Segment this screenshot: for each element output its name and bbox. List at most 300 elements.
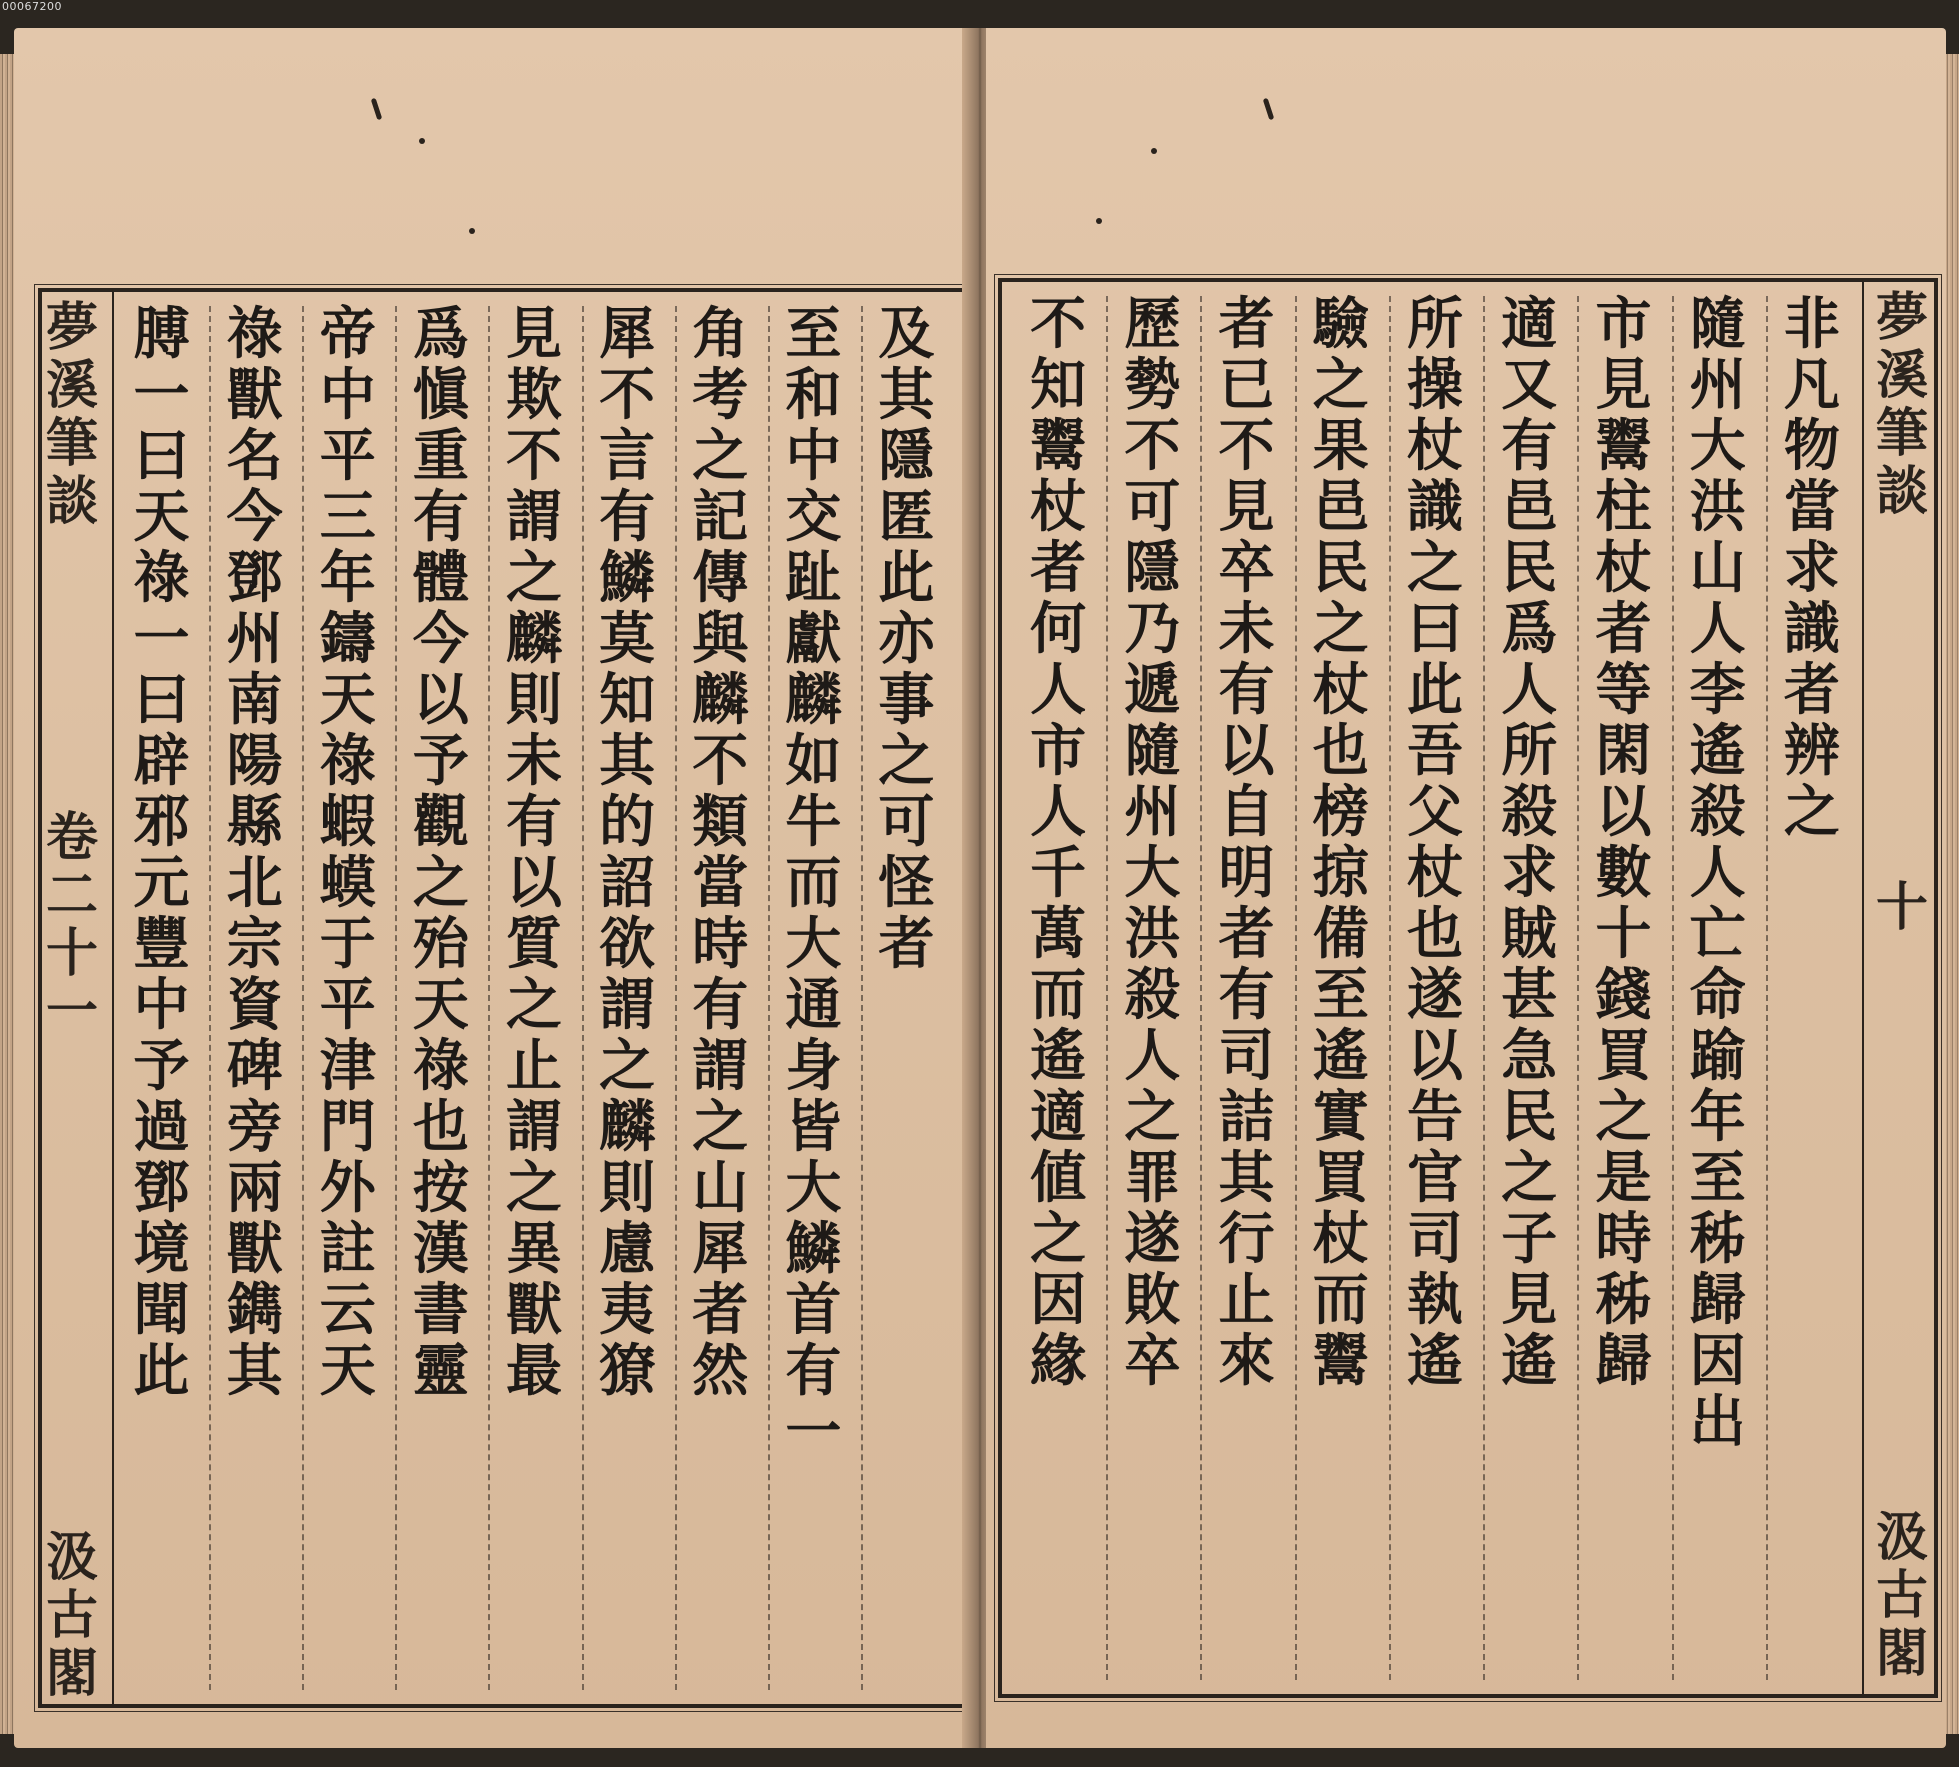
column-character: 今	[412, 606, 471, 672]
column-character: 求	[1783, 535, 1842, 601]
margin-character: 談	[1875, 461, 1928, 522]
column-rule	[861, 306, 863, 1690]
column-character: 殺	[1689, 779, 1748, 845]
column-character: 考	[692, 362, 751, 428]
column-character: 閑	[1595, 718, 1654, 784]
column-character: 麟	[599, 1094, 658, 1160]
column-character: 州	[1124, 779, 1183, 845]
column-character: 不	[1030, 291, 1089, 357]
text-column	[1106, 291, 1200, 1680]
column-character: 人	[1030, 779, 1089, 845]
column-character: 和	[785, 362, 844, 428]
margin-character: 溪	[1875, 345, 1928, 406]
column-character: 平	[319, 423, 378, 489]
column-character: 欺	[505, 362, 564, 428]
left-text-frame	[38, 288, 968, 1708]
column-character: 子	[1501, 1206, 1560, 1272]
column-character: 之	[1783, 779, 1842, 845]
column-character: 牛	[785, 789, 844, 855]
column-character: 萬	[1030, 901, 1089, 967]
column-character: 匿	[878, 484, 937, 550]
column-character: 識	[1783, 596, 1842, 662]
column-character: 天	[319, 1338, 378, 1404]
column-character: 怪	[878, 850, 937, 916]
column-character: 鬻	[1595, 413, 1654, 479]
column-character: 市	[1595, 291, 1654, 357]
column-character: 有	[599, 484, 658, 550]
text-column	[1672, 291, 1766, 1680]
column-character: 其	[226, 1338, 285, 1404]
column-character: 緣	[1030, 1328, 1089, 1394]
column-character: 帝	[319, 301, 378, 367]
column-character: 之	[878, 728, 937, 794]
text-column	[302, 301, 395, 1690]
column-character: 止	[1218, 1267, 1277, 1333]
column-character: 而	[785, 850, 844, 916]
text-column	[768, 301, 861, 1690]
column-character: 者	[1030, 535, 1089, 601]
column-character: 遙	[1406, 1328, 1465, 1394]
column-character: 及	[878, 301, 937, 367]
column-character: 鬻	[1312, 1328, 1371, 1394]
column-character: 之	[1312, 596, 1371, 662]
column-character: 中	[319, 362, 378, 428]
column-character: 書	[412, 1277, 471, 1343]
column-character: 鐫	[226, 1277, 285, 1343]
column-rule	[1672, 296, 1674, 1680]
column-character: 自	[1218, 779, 1277, 845]
open-book	[0, 14, 1959, 1767]
column-character: 見	[1218, 474, 1277, 540]
column-character: 大	[1124, 840, 1183, 906]
column-character: 柱	[1595, 474, 1654, 540]
column-character: 今	[226, 484, 285, 550]
column-character: 其	[599, 728, 658, 794]
column-character: 外	[319, 1155, 378, 1221]
column-character: 傳	[692, 545, 751, 611]
column-character: 犀	[692, 1216, 751, 1282]
column-character: 父	[1406, 779, 1465, 845]
text-column	[1766, 291, 1860, 1680]
column-character: 民	[1312, 535, 1371, 601]
column-character: 聞	[133, 1277, 192, 1343]
text-column	[395, 301, 488, 1690]
column-character: 三	[319, 484, 378, 550]
column-character: 祿	[412, 1033, 471, 1099]
column-character: 一	[133, 606, 192, 672]
column-character: 歷	[1124, 291, 1183, 357]
column-character: 知	[599, 667, 658, 733]
column-character: 歸	[1595, 1328, 1654, 1394]
column-character: 獠	[599, 1338, 658, 1404]
column-character: 遙	[1501, 1328, 1560, 1394]
column-character: 買	[1312, 1145, 1371, 1211]
column-character: 實	[1312, 1084, 1371, 1150]
column-character: 予	[133, 1033, 192, 1099]
column-character: 隱	[1124, 535, 1183, 601]
column-character: 旁	[226, 1094, 285, 1160]
column-character: 備	[1312, 901, 1371, 967]
column-character: 中	[785, 423, 844, 489]
column-character: 命	[1689, 962, 1748, 1028]
column-character: 遂	[1124, 1206, 1183, 1272]
column-rule	[1766, 296, 1768, 1680]
column-character: 杖	[1312, 657, 1371, 723]
column-character: 鱗	[599, 545, 658, 611]
column-character: 亦	[878, 606, 937, 672]
column-character: 所	[1501, 718, 1560, 784]
column-character: 邑	[1501, 474, 1560, 540]
column-character: 有	[412, 484, 471, 550]
column-character: 獻	[785, 606, 844, 672]
column-rule	[1389, 296, 1391, 1680]
column-character: 行	[1218, 1206, 1277, 1272]
column-character: 見	[1595, 352, 1654, 418]
column-character: 獸	[226, 362, 285, 428]
margin-character: 十	[46, 923, 99, 984]
column-character: 殆	[412, 911, 471, 977]
column-character: 然	[692, 1338, 751, 1404]
column-character: 是	[1595, 1145, 1654, 1211]
margin-character: 夢	[1875, 287, 1928, 348]
column-character: 鬻	[1030, 413, 1089, 479]
column-character: 獸	[505, 1277, 564, 1343]
text-column	[116, 301, 209, 1690]
column-character: 止	[505, 1033, 564, 1099]
margin-character: 二	[46, 865, 99, 926]
column-character: 南	[226, 667, 285, 733]
column-character: 麟	[692, 667, 751, 733]
column-character: 則	[505, 667, 564, 733]
column-character: 重	[412, 423, 471, 489]
column-character: 者	[692, 1277, 751, 1343]
column-character: 平	[319, 972, 378, 1038]
column-character: 洪	[1124, 901, 1183, 967]
column-character: 見	[1501, 1267, 1560, 1333]
column-character: 杖	[1030, 474, 1089, 540]
left-margin-publisher	[46, 1527, 99, 1706]
column-character: 何	[1030, 596, 1089, 662]
column-character: 之	[1312, 352, 1371, 418]
column-character: 鄧	[133, 1155, 192, 1221]
column-character: 非	[1783, 291, 1842, 357]
text-column	[675, 301, 768, 1690]
column-character: 膊	[133, 301, 192, 367]
margin-character: 閣	[46, 1643, 99, 1704]
column-rule	[582, 306, 584, 1690]
column-character: 通	[785, 972, 844, 1038]
column-character: 者	[1218, 901, 1277, 967]
column-character: 此	[878, 545, 937, 611]
column-character: 大	[785, 1155, 844, 1221]
column-character: 異	[505, 1216, 564, 1282]
column-character: 所	[1406, 291, 1465, 357]
column-character: 州	[226, 606, 285, 672]
column-rule	[1483, 296, 1485, 1680]
column-character: 也	[412, 1094, 471, 1160]
column-character: 時	[1595, 1206, 1654, 1272]
column-character: 夷	[599, 1277, 658, 1343]
column-character: 以	[1218, 718, 1277, 784]
column-character: 也	[1312, 718, 1371, 784]
text-column	[1577, 291, 1671, 1680]
column-character: 云	[319, 1277, 378, 1343]
column-character: 遞	[1124, 657, 1183, 723]
right-margin-publisher	[1875, 1507, 1928, 1686]
column-character: 過	[133, 1094, 192, 1160]
column-character: 操	[1406, 352, 1465, 418]
column-character: 卒	[1124, 1328, 1183, 1394]
column-character: 隱	[878, 423, 937, 489]
column-character: 津	[319, 1033, 378, 1099]
column-character: 觀	[412, 789, 471, 855]
column-character: 麟	[505, 606, 564, 672]
column-character: 者	[1218, 291, 1277, 357]
column-character: 可	[878, 789, 937, 855]
column-character: 甚	[1501, 962, 1560, 1028]
column-character: 驗	[1312, 291, 1371, 357]
column-character: 以	[1406, 1023, 1465, 1089]
column-character: 詔	[599, 850, 658, 916]
column-character: 曰	[133, 423, 192, 489]
column-character: 一	[133, 362, 192, 428]
column-character: 當	[1783, 474, 1842, 540]
text-column	[861, 301, 954, 1690]
column-character: 杖	[1406, 840, 1465, 906]
margin-character: 溪	[46, 355, 99, 416]
column-character: 秭	[1689, 1206, 1748, 1272]
column-character: 掠	[1312, 840, 1371, 906]
column-rule	[209, 306, 211, 1690]
column-character: 遂	[1406, 962, 1465, 1028]
column-character: 身	[785, 1033, 844, 1099]
column-character: 邪	[133, 789, 192, 855]
left-fold-line	[112, 292, 114, 1704]
column-character: 之	[1501, 1145, 1560, 1211]
column-character: 官	[1406, 1145, 1465, 1211]
column-character: 其	[878, 362, 937, 428]
column-character: 人	[1689, 840, 1748, 906]
margin-character: 十	[1875, 877, 1928, 938]
column-character: 者	[1595, 596, 1654, 662]
column-character: 此	[1406, 657, 1465, 723]
column-rule	[1577, 296, 1579, 1680]
column-character: 民	[1501, 535, 1560, 601]
column-character: 又	[1501, 352, 1560, 418]
margin-character: 古	[1875, 1565, 1928, 1626]
column-character: 之	[1124, 1084, 1183, 1150]
column-character: 以	[505, 850, 564, 916]
column-character: 以	[412, 667, 471, 733]
column-character: 辟	[133, 728, 192, 794]
column-character: 之	[599, 1033, 658, 1099]
column-character: 適	[1030, 1084, 1089, 1150]
left-text-columns	[116, 301, 954, 1690]
column-character: 榜	[1312, 779, 1371, 845]
column-character: 趾	[785, 545, 844, 611]
column-character: 予	[412, 728, 471, 794]
right-page	[986, 28, 1946, 1748]
column-character: 碑	[226, 1033, 285, 1099]
column-character: 莫	[599, 606, 658, 672]
column-character: 年	[319, 545, 378, 611]
column-character: 至	[1689, 1145, 1748, 1211]
column-character: 有	[785, 1338, 844, 1404]
column-character: 角	[692, 301, 751, 367]
column-rule	[675, 306, 677, 1690]
margin-character: 夢	[46, 297, 99, 358]
column-character: 中	[133, 972, 192, 1038]
column-character: 謂	[692, 1033, 751, 1099]
left-margin-title	[46, 297, 99, 534]
column-character: 的	[599, 789, 658, 855]
column-character: 愼	[412, 362, 471, 428]
column-character: 識	[1406, 474, 1465, 540]
column-character: 適	[1501, 291, 1560, 357]
column-character: 欲	[599, 911, 658, 977]
column-character: 宗	[226, 911, 285, 977]
column-character: 首	[785, 1277, 844, 1343]
wormhole-mark	[1263, 98, 1275, 120]
column-character: 等	[1595, 657, 1654, 723]
column-character: 有	[1501, 413, 1560, 479]
column-character: 一	[785, 1399, 844, 1465]
column-character: 曰	[1406, 596, 1465, 662]
column-character: 于	[319, 911, 378, 977]
column-character: 告	[1406, 1084, 1465, 1150]
column-character: 詰	[1218, 1084, 1277, 1150]
text-column	[488, 301, 581, 1690]
column-character: 如	[785, 728, 844, 794]
column-character: 門	[319, 1094, 378, 1160]
column-character: 來	[1218, 1328, 1277, 1394]
ink-dot	[1151, 148, 1157, 154]
column-character: 祿	[319, 728, 378, 794]
text-column	[1200, 291, 1294, 1680]
column-character: 元	[133, 850, 192, 916]
column-character: 遙	[1030, 1023, 1089, 1089]
column-character: 已	[1218, 352, 1277, 418]
column-character: 凡	[1783, 352, 1842, 418]
column-character: 蝦	[319, 789, 378, 855]
column-character: 杖	[1406, 413, 1465, 479]
column-character: 名	[226, 423, 285, 489]
text-column	[582, 301, 675, 1690]
column-character: 慮	[599, 1216, 658, 1282]
column-character: 大	[1689, 413, 1748, 479]
ink-dot	[469, 228, 475, 234]
column-character: 遙	[1689, 718, 1748, 784]
column-rule	[302, 306, 304, 1690]
right-margin-title	[1875, 287, 1928, 524]
column-character: 鄧	[226, 545, 285, 611]
column-character: 言	[599, 423, 658, 489]
column-character: 至	[785, 301, 844, 367]
column-character: 鑄	[319, 606, 378, 672]
column-rule	[1106, 296, 1108, 1680]
text-column	[209, 301, 302, 1690]
column-character: 罪	[1124, 1145, 1183, 1211]
column-character: 按	[412, 1155, 471, 1221]
column-character: 明	[1218, 840, 1277, 906]
column-character: 卒	[1218, 535, 1277, 601]
column-character: 不	[599, 362, 658, 428]
column-character: 執	[1406, 1267, 1465, 1333]
column-character: 十	[1595, 901, 1654, 967]
column-character: 記	[692, 484, 751, 550]
column-character: 豐	[133, 911, 192, 977]
column-character: 之	[1595, 1084, 1654, 1150]
column-character: 境	[133, 1216, 192, 1282]
column-rule	[1200, 296, 1202, 1680]
column-character: 者	[878, 911, 937, 977]
column-character: 人	[1689, 596, 1748, 662]
column-character: 値	[1030, 1145, 1089, 1211]
column-rule	[488, 306, 490, 1690]
column-character: 踰	[1689, 1023, 1748, 1089]
column-character: 之	[505, 972, 564, 1038]
column-character: 遙	[1312, 1023, 1371, 1089]
column-character: 謂	[599, 972, 658, 1038]
margin-character: 談	[46, 471, 99, 532]
column-character: 因	[1689, 1328, 1748, 1394]
column-character: 之	[1406, 535, 1465, 601]
column-character: 有	[1218, 657, 1277, 723]
right-fold-line	[1862, 282, 1864, 1694]
column-rule	[768, 306, 770, 1690]
column-character: 不	[692, 728, 751, 794]
column-character: 以	[1595, 779, 1654, 845]
column-character: 爲	[412, 301, 471, 367]
column-character: 北	[226, 850, 285, 916]
column-character: 祿	[133, 545, 192, 611]
column-character: 皆	[785, 1094, 844, 1160]
column-character: 民	[1501, 1084, 1560, 1150]
column-character: 當	[692, 850, 751, 916]
column-character: 天	[133, 484, 192, 550]
column-character: 不	[1124, 413, 1183, 479]
column-character: 之	[692, 1094, 751, 1160]
column-character: 體	[412, 545, 471, 611]
column-character: 吾	[1406, 718, 1465, 784]
margin-character: 閣	[1875, 1623, 1928, 1684]
column-character: 求	[1501, 840, 1560, 906]
column-character: 不	[505, 423, 564, 489]
column-character: 有	[692, 972, 751, 1038]
column-character: 謂	[505, 484, 564, 550]
column-character: 不	[1218, 413, 1277, 479]
column-character: 此	[133, 1338, 192, 1404]
column-character: 隨	[1689, 291, 1748, 357]
column-character: 至	[1312, 962, 1371, 1028]
column-character: 辨	[1783, 718, 1842, 784]
image-id-label: 00067200	[2, 0, 62, 13]
column-character: 而	[1030, 962, 1089, 1028]
column-character: 天	[412, 972, 471, 1038]
column-character: 殺	[1124, 962, 1183, 1028]
column-character: 人	[1501, 657, 1560, 723]
column-character: 乃	[1124, 596, 1183, 662]
column-character: 知	[1030, 352, 1089, 418]
column-character: 州	[1689, 352, 1748, 418]
margin-character: 筆	[46, 413, 99, 474]
column-character: 縣	[226, 789, 285, 855]
margin-character: 筆	[1875, 403, 1928, 464]
wormhole-mark	[371, 98, 383, 120]
margin-character: 古	[46, 1585, 99, 1646]
column-character: 質	[505, 911, 564, 977]
column-character: 而	[1312, 1267, 1371, 1333]
